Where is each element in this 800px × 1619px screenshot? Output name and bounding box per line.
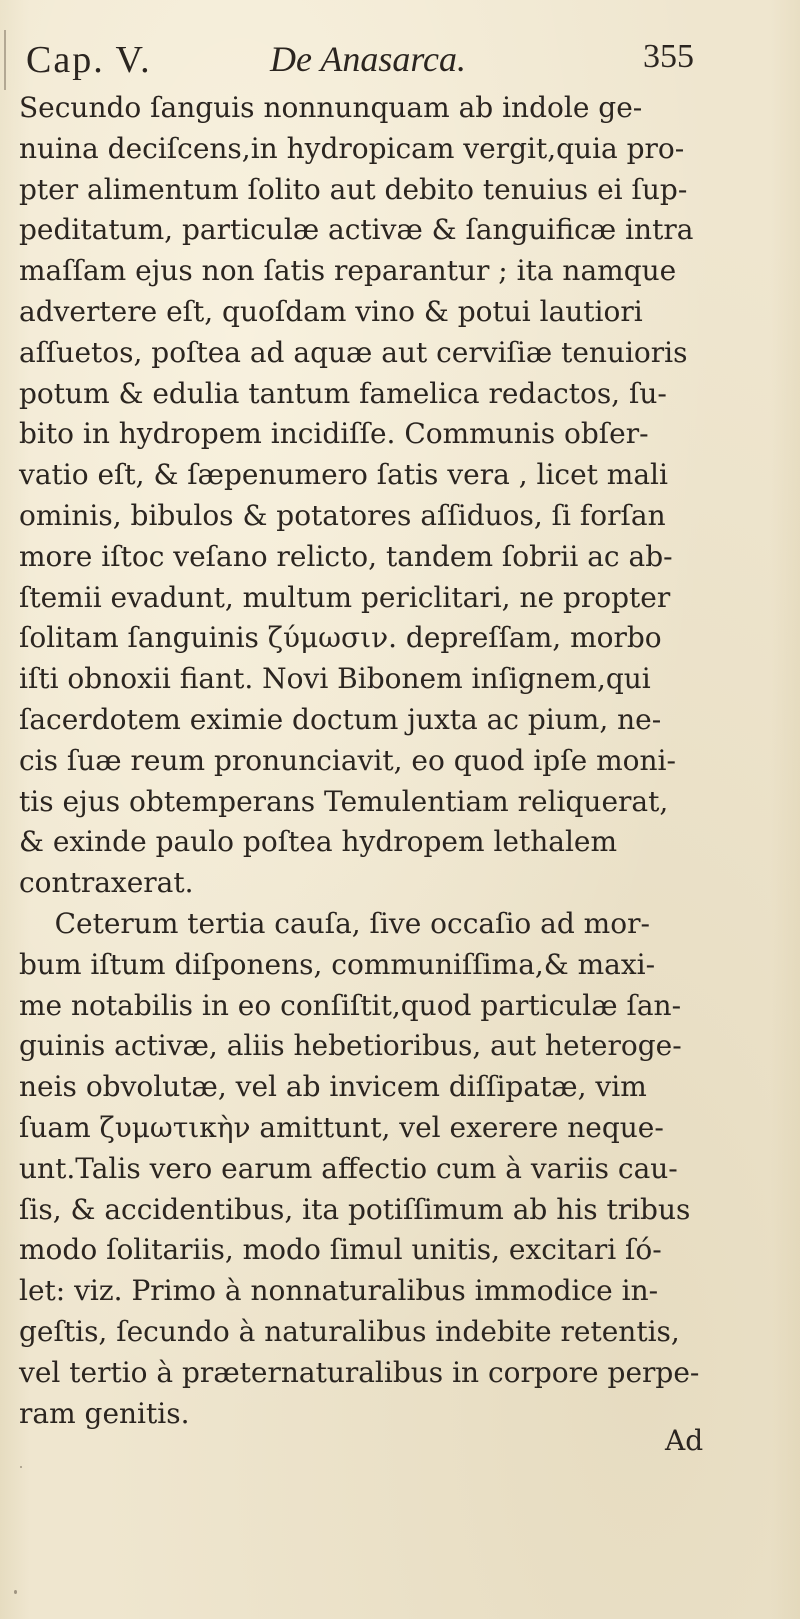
text-line: advertere eſt, quoſdam vino & potui lautiori <box>19 294 643 328</box>
page-number: 355 <box>643 38 694 75</box>
gutter-rule <box>4 30 6 90</box>
text-line: ſolitam ſanguinis ζύμωσιν. depreſſam, morbo <box>19 621 662 655</box>
ink-speck <box>14 1590 17 1594</box>
text-line: let: viz. Primo à nonnaturalibus immodice in- <box>19 1274 659 1308</box>
text-line: pter alimentum ſolito aut debito tenuius ei ſup- <box>19 172 688 206</box>
text-line: ſuam ζυμωτικὴν amittunt, vel exerere neque- <box>19 1110 664 1144</box>
text-line: nuina deciſcens,in hydropicam vergit,quia pro- <box>19 131 685 165</box>
text-line: ominis, bibulos & potatores aſſiduos, ſi forſan <box>19 498 666 532</box>
text-line: tis ejus obtemperans Temulentiam reliquerat, <box>19 784 669 818</box>
text-line: modo ſolitariis, modo ſimul unitis, excitari ſó- <box>19 1233 662 1267</box>
text-line: more iſtoc veſano relicto, tandem ſobrii ac ab- <box>19 539 673 573</box>
running-title: De Anasarca. <box>270 39 466 79</box>
text-line: ram genitis. <box>19 1396 190 1430</box>
text-line: vel tertio à præternaturalibus in corpore perpe- <box>19 1355 700 1389</box>
text-line: geſtis, ſecundo à naturalibus indebite retentis, <box>19 1314 680 1348</box>
paragraph-2 <box>19 904 709 1434</box>
text-line: & exinde paulo poſtea hydropem lethalem <box>19 825 618 859</box>
text-line: potum & edulia tantum famelica redactos, ſu- <box>19 376 667 410</box>
paragraph-1 <box>19 88 709 904</box>
text-line: ſis, & accidentibus, ita potiſſimum ab his tribus <box>19 1192 691 1226</box>
text-line: iſti obnoxii fiant. Novi Bibonem inſignem,qui <box>19 662 651 696</box>
text-line: maſſam ejus non ſatis reparantur ; ita namque <box>19 254 677 288</box>
chapter-label: Cap. V. <box>26 39 152 81</box>
text-line: ſtemii evadunt, multum periclitari, ne propter <box>19 580 671 614</box>
ink-speck <box>20 1466 22 1468</box>
catchword: Ad <box>665 1424 704 1457</box>
text-line: vatio eſt, & ſæpenumero ſatis vera , licet mali <box>19 458 668 492</box>
text-line: me notabilis in eo conſiſtit,quod particulæ ſan- <box>19 988 682 1022</box>
text-line: contraxerat. <box>19 866 194 900</box>
text-line: unt.Talis vero earum affectio cum à variis cau- <box>19 1151 678 1185</box>
text-line: bum iſtum diſponens, communiſſima,& maxi- <box>19 947 656 981</box>
text-line: neis obvolutæ, vel ab invicem diſſipatæ, vim <box>19 1070 647 1104</box>
text-line: bito in hydropem incidiſſe. Communis obſer- <box>19 417 649 451</box>
text-line: aſſuetos, poſtea ad aquæ aut cerviſiæ tenuioris <box>19 335 688 369</box>
text-line: ſacerdotem eximie doctum juxta ac pium, ne- <box>19 702 662 736</box>
text-line: cis ſuæ reum pronunciavit, eo quod ipſe moni- <box>19 743 676 777</box>
page-header <box>18 38 778 90</box>
text-line: guinis activæ, aliis hebetioribus, aut heteroge- <box>19 1029 682 1063</box>
text-line: Secundo ſanguis nonnunquam ab indole ge- <box>19 91 643 124</box>
text-line: Ceterum tertia cauſa, ſive occaſio ad mor- <box>19 906 650 940</box>
body-text <box>19 88 709 1434</box>
text-line: peditatum, particulæ activæ & ſanguificæ intra <box>19 213 694 247</box>
